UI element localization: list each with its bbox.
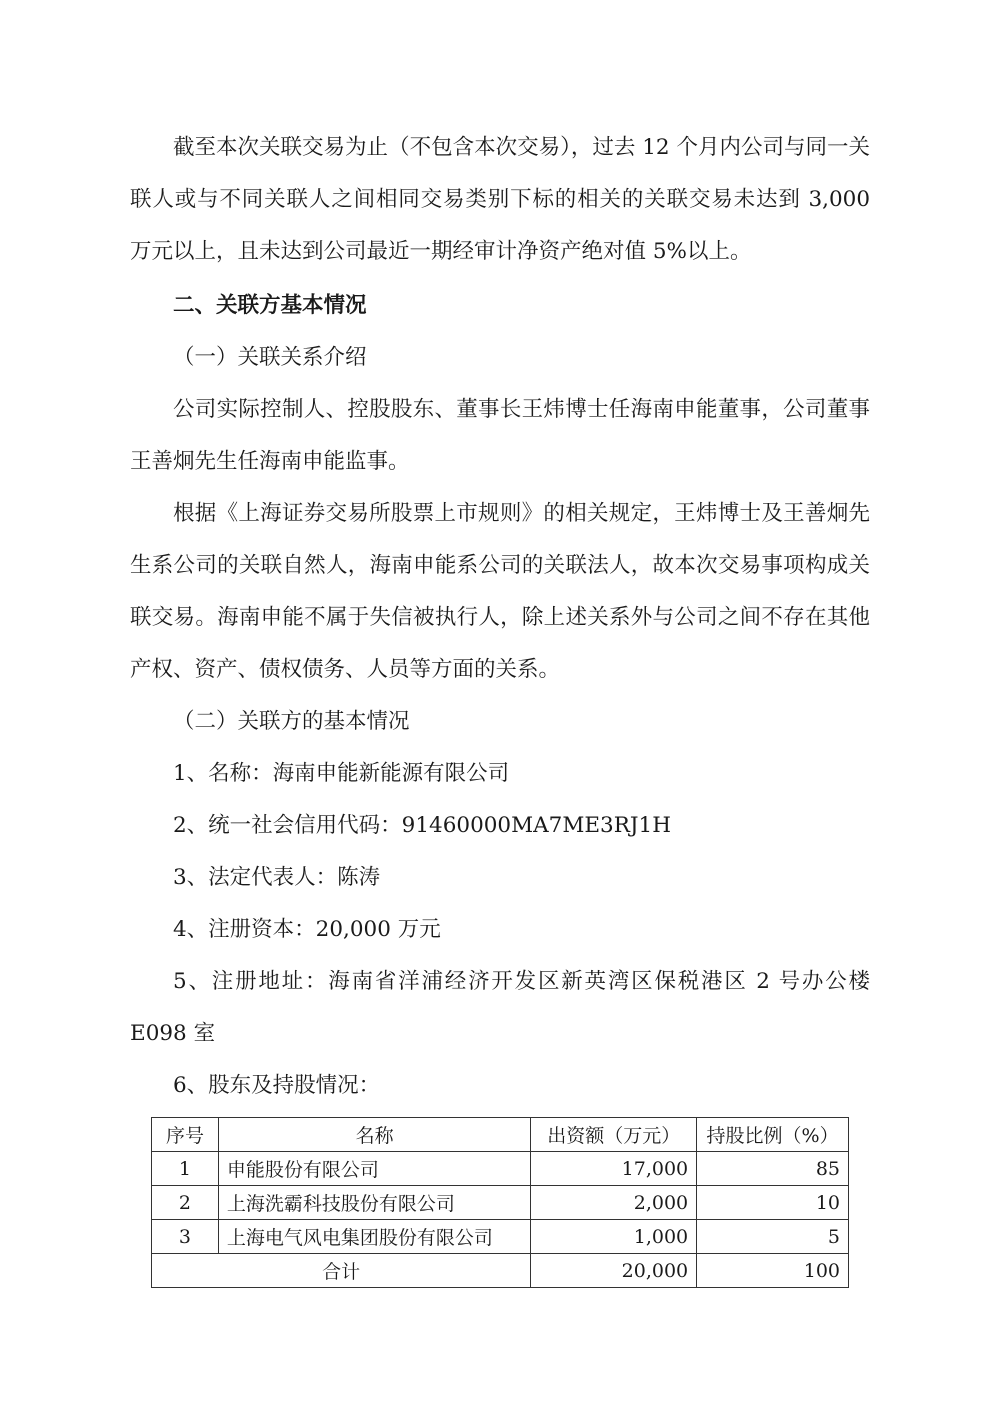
paragraph-related-transactions: 截至本次关联交易为止（不包含本次交易），过去 12 个月内公司与同一关联人或与不同关联人之间相同交易类别下标的相关的关联交易未达到 3,000 万元以上，且未达到公司最近一期经审计净资产绝对值 5%以上。 <box>130 135 870 264</box>
cell-total-ratio: 100 <box>697 1254 849 1288</box>
cell-name: 申能股份有限公司 <box>218 1152 530 1186</box>
cell-total-amount: 20,000 <box>531 1254 697 1288</box>
info-item-credit-code: 2、统一社会信用代码：91460000MA7ME3RJ1H <box>173 813 671 838</box>
subsection-title-relationship: （一）关联关系介绍 <box>173 345 367 370</box>
cell-total-label: 合计 <box>152 1254 531 1288</box>
table-row <box>152 1186 849 1220</box>
cell-ratio: 85 <box>697 1152 849 1186</box>
cell-ratio: 5 <box>697 1220 849 1254</box>
section-title-related-party: 二、关联方基本情况 <box>173 293 367 318</box>
cell-index: 2 <box>152 1186 219 1220</box>
header-index: 序号 <box>152 1118 219 1152</box>
paragraph-rules: 根据《上海证券交易所股票上市规则》的相关规定，王炜博士及王善炯先生系公司的关联自然人，海南申能系公司的关联法人，故本次交易事项构成关联交易。海南申能不属于失信被执行人，除上述关系外与公司之间不存在其他产权、资产、债权债务、人员等方面的关系。 <box>130 501 870 682</box>
paragraph-relationship: 公司实际控制人、控股股东、董事长王炜博士任海南申能董事，公司董事王善炯先生任海南申能监事。 <box>130 397 870 474</box>
header-name: 名称 <box>218 1118 530 1152</box>
cell-amount: 2,000 <box>531 1186 697 1220</box>
cell-ratio: 10 <box>697 1186 849 1220</box>
table-total-row <box>152 1254 849 1288</box>
cell-index: 3 <box>152 1220 219 1254</box>
info-item-legal-rep: 3、法定代表人：陈涛 <box>173 865 381 890</box>
cell-name: 上海洗霸科技股份有限公司 <box>218 1186 530 1220</box>
table-row <box>152 1152 849 1186</box>
info-item-shareholders: 6、股东及持股情况： <box>173 1073 381 1098</box>
table-row <box>152 1220 849 1254</box>
cell-name: 上海电气风电集团股份有限公司 <box>218 1220 530 1254</box>
table-header-row <box>152 1118 849 1152</box>
shareholders-table <box>151 1117 849 1288</box>
subsection-title-basic-info: （二）关联方的基本情况 <box>173 709 410 734</box>
info-item-capital: 4、注册资本：20,000 万元 <box>173 917 441 942</box>
info-item-address: 5、注册地址：海南省洋浦经济开发区新英湾区保税港区 2 号办公楼 E098 室 <box>130 969 870 1046</box>
info-item-name: 1、名称：海南申能新能源有限公司 <box>173 761 510 786</box>
header-ratio: 持股比例（%） <box>697 1118 849 1152</box>
cell-amount: 1,000 <box>531 1220 697 1254</box>
cell-index: 1 <box>152 1152 219 1186</box>
header-amount: 出资额（万元） <box>531 1118 697 1152</box>
cell-amount: 17,000 <box>531 1152 697 1186</box>
